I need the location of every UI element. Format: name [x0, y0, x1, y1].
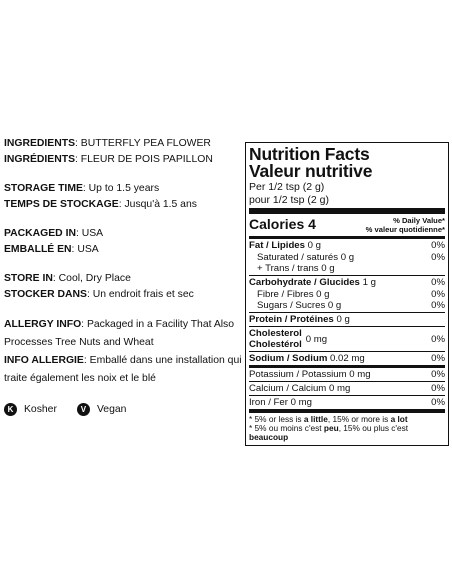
kosher-icon: K — [4, 403, 17, 416]
ingredients-line — [4, 136, 242, 152]
store-fr-line — [4, 287, 242, 303]
storage-fr-label: TEMPS DE STOCKAGE — [4, 198, 119, 210]
cholesterol-value: 0 mg — [305, 333, 328, 345]
vegan-label: Vegan — [96, 404, 127, 415]
sodium-row — [249, 352, 445, 365]
storage-line — [4, 181, 242, 197]
fat-label: Fat / Lipides — [249, 240, 305, 251]
daily-value-fr: % valeur quotidienne* — [365, 225, 445, 234]
nutrition-facts-panel — [245, 142, 449, 446]
allergy-line — [4, 316, 242, 352]
allergy-fr-line — [4, 352, 242, 388]
storage-fr-line — [4, 197, 242, 213]
storage-label: STORAGE TIME — [4, 183, 83, 194]
sugars-label: Sugars / Sucres 0 g — [257, 300, 342, 311]
sugars-row — [249, 300, 445, 312]
storage-value: : Up to 1.5 years — [82, 183, 160, 194]
ingredients-fr-label: INGRÉDIENTS — [4, 153, 76, 165]
trans-label: + Trans / trans 0 g — [257, 263, 335, 274]
serving-size-fr: pour 1/2 tsp (2 g) — [249, 194, 329, 206]
fibre-label: Fibre / Fibres 0 g — [257, 289, 330, 300]
calories: Calories 4 — [249, 216, 316, 232]
ingredients-label: INGREDIENTS — [4, 138, 76, 149]
potassium-row — [249, 368, 445, 381]
kosher-badge — [4, 402, 57, 418]
carbohydrate-value: 1 g — [362, 277, 376, 288]
footnote — [249, 413, 445, 442]
ingredients-value: : BUTTERFLY PEA FLOWER — [75, 138, 211, 149]
packaged-fr-line — [4, 242, 242, 258]
store-line — [4, 271, 242, 287]
ingredients-fr-line — [4, 152, 242, 168]
cholesterol-label-en: Cholesterol — [249, 328, 302, 339]
saturated-label: Saturated / saturés 0 g — [257, 252, 355, 263]
fibre-percent: 0% — [431, 289, 445, 300]
cholesterol-row — [249, 327, 445, 351]
storage-fr-value: : Jusqu'à 1.5 ans — [118, 198, 197, 210]
store-label: STORE IN — [4, 273, 53, 284]
iron-percent: 0% — [431, 397, 445, 408]
footnote-en: * 5% or less is a little, 15% or more is a lot — [249, 414, 408, 424]
packaged-label: PACKAGED IN — [4, 228, 76, 239]
protein-row — [249, 313, 445, 326]
saturated-row — [249, 252, 445, 263]
cholesterol-label-fr: Cholestérol — [249, 339, 302, 350]
daily-value-en: % Daily Value* — [393, 216, 445, 225]
calcium-percent: 0% — [431, 383, 445, 394]
product-info — [4, 136, 242, 418]
potassium-label: Potassium / Potassium 0 mg — [249, 369, 371, 380]
certification-badges — [4, 402, 242, 418]
saturated-percent: 0% — [431, 252, 445, 263]
iron-row — [249, 396, 445, 409]
allergy-fr-label: INFO ALLERGIE — [4, 355, 84, 366]
nutrition-title-en: Nutrition Facts — [249, 144, 370, 164]
sodium-label: Sodium / Sodium — [249, 353, 328, 364]
iron-label: Iron / Fer 0 mg — [249, 397, 312, 408]
allergy-label: ALLERGY INFO — [4, 319, 82, 330]
packaged-fr-value: : USA — [71, 243, 99, 255]
kosher-label: Kosher — [24, 404, 57, 415]
daily-value-header — [366, 216, 445, 234]
allergy-section — [4, 316, 242, 388]
ingredients-fr-value: : FLEUR DE POIS PAPILLON — [75, 153, 213, 165]
trans-row — [249, 263, 445, 275]
calcium-label: Calcium / Calcium 0 mg — [249, 383, 351, 394]
sodium-value: 0.02 mg — [330, 353, 365, 364]
vegan-icon: V — [77, 403, 90, 416]
store-fr-label: STOCKER DANS — [4, 288, 87, 300]
nutrition-title-fr: Valeur nutritive — [249, 161, 373, 181]
protein-value: 0 g — [336, 314, 350, 325]
cholesterol-percent: 0% — [431, 333, 445, 345]
fibre-row — [249, 289, 445, 300]
store-fr-value: : Un endroit frais et sec — [86, 288, 194, 300]
packaged-value: : USA — [75, 228, 104, 239]
fat-value: 0 g — [307, 240, 321, 251]
allergy-value: : Packaged in a Facility That Also Processes Tree Nuts and Wheat — [4, 319, 235, 348]
carbohydrate-label: Carbohydrate / Glucides — [249, 277, 360, 288]
allergy-fr-value: : Emballé dans une installation qui traite également les noix et le blé — [4, 355, 242, 384]
protein-label: Protein / Protéines — [249, 314, 334, 325]
footnote-fr: * 5% ou moins c'est peu, 15% ou plus c'est beaucoup — [249, 423, 409, 442]
carbohydrate-percent: 0% — [431, 277, 445, 288]
sugars-percent: 0% — [431, 300, 445, 311]
calcium-row — [249, 382, 445, 395]
fat-row — [249, 239, 445, 252]
fat-percent: 0% — [431, 240, 445, 251]
packaged-line — [4, 226, 242, 242]
vegan-badge — [77, 402, 126, 418]
sodium-percent: 0% — [431, 353, 445, 364]
packaged-fr-label: EMBALLÉ EN — [4, 243, 72, 255]
carbohydrate-row — [249, 276, 445, 289]
potassium-percent: 0% — [431, 369, 445, 380]
store-value: : Cool, Dry Place — [52, 273, 131, 284]
serving-size-en: Per 1/2 tsp (2 g) — [249, 181, 325, 193]
